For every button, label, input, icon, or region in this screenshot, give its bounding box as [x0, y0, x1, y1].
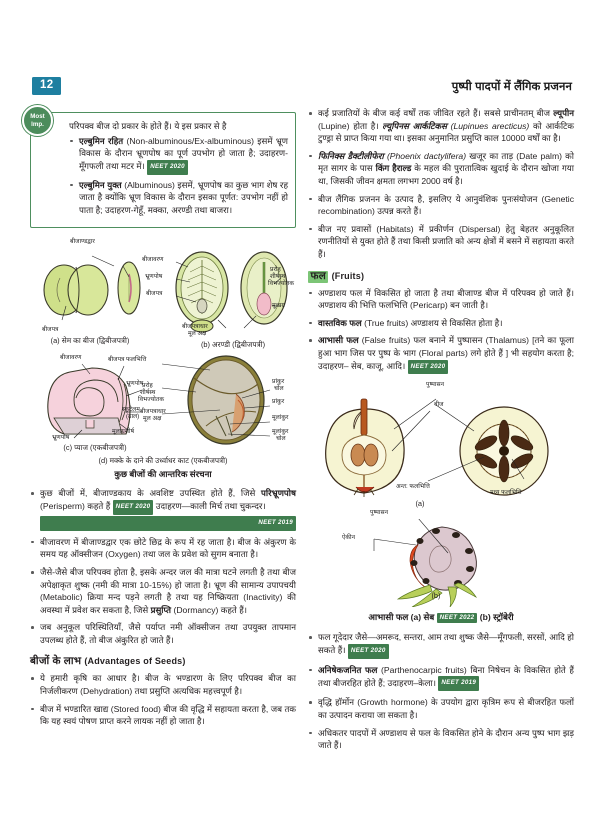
- list-item: [308, 727, 574, 752]
- heading-hindi: बीजों के लाभ: [30, 656, 82, 668]
- label-bijavaran-b: बीजावरण: [142, 256, 164, 264]
- left-column: [30, 107, 296, 733]
- page-number-badge: 12: [32, 77, 61, 95]
- list-item: [30, 672, 296, 697]
- label-pushpasan-strawberry: पुष्पासन: [370, 509, 388, 517]
- heading-english: (Advantages of Seeds): [84, 656, 186, 667]
- fig-title-post: (b) स्ट्रॉबेरी: [479, 612, 514, 623]
- bullet-text: अधिकतर पादपों में अण्डाशय से फल के विकसित होने के दौरान अन्य पुष्प भाग झड़ जाते हैं।: [318, 727, 574, 751]
- label-bijavaran-c: बीजावरण: [60, 354, 82, 362]
- neet-badge: NEET 2019: [40, 516, 296, 531]
- bullet-text: अण्डाशय फल में विकसित हो जाता है तथा बीजाण्ड बीज में परिपक्व हो जाते हैं। अण्डाशय की भित्ति फलभित्ति (Pericarp) बन जाती है।: [318, 287, 574, 311]
- right-bullet-list-bottom: [308, 631, 574, 751]
- callout-bullet-list: [69, 135, 288, 217]
- list-item: [308, 631, 574, 658]
- bullet-text: फल गूदेदार जैसे—अमरूद, सन्तरा, आम तथा शुष्क जैसे—मूँगफली, सरसों, आदि हो सकते हैं। NEET 2020: [318, 632, 574, 655]
- list-item: [308, 317, 574, 330]
- right-bullet-list-fruits: [308, 287, 574, 375]
- list-item: [30, 536, 296, 561]
- label-vibhajyotak-b: विभज्योतक: [268, 280, 295, 288]
- fig-title-pre: आभासी फल (a) सेब: [368, 612, 435, 623]
- label-bhrunposh-c: भ्रूणपोष: [52, 434, 70, 442]
- term-text: इसमें, भ्रूणपोष का कुछ भाग शेष रह जाता है क्योंकि भ्रूण विकास के दौरान इसका पूर्णत: उपभोग नहीं हो पाता है; उदाहरण-गेहूँ, मक्का, अरण्डी तथा बाजरा।: [79, 179, 289, 215]
- list-item: [308, 287, 574, 312]
- bullet-text: जब अनुकूल परिस्थितियाँ, जैसे पर्याप्त नमी ऑक्सीजन तथा उपयुक्त तापमान उपलब्ध होते हैं, तो बीज अंकुरित हो जाते हैं।: [40, 622, 296, 645]
- heading-hindi: फल: [308, 271, 328, 283]
- label-praroh-b: प्ररोह: [270, 266, 281, 274]
- heading-english: (Fruits): [331, 270, 365, 281]
- list-item: [69, 179, 288, 217]
- label-praroh-c: प्ररोह: [142, 382, 153, 390]
- label-bijandadwar: बीजाण्डद्वार: [70, 238, 95, 246]
- label-mulankur-d: मूलांकुर: [272, 414, 289, 422]
- list-item: [308, 334, 574, 374]
- bullet-text: वृद्धि हॉर्मोन (Growth hormone) के उपयोग द्वारा कृत्रिम रूप से बीजरहित फलों का उत्पादन कराया जा सकता है।: [318, 697, 574, 720]
- list-item: [308, 150, 574, 188]
- term-bold: एल्बुमिन युक्त: [79, 179, 122, 190]
- neet-badge: NEET 2020: [147, 160, 188, 175]
- bullet-text: फिनिक्स डैक्टीलीफेरा (Phoenix dactylifera) खजूर का ताड़ (Date palm) को मृत सागर के पास किंग हैराल्ड के महल की पुरातात्विक खुदाई के दौरान खोजा गया था, जिसकी जीवन क्षमता लगभग 2000 वर्ष है।: [318, 150, 575, 186]
- figure-title-false-fruits: [308, 611, 574, 623]
- label-vibhajyotak-c: विभज्योतक: [138, 396, 165, 404]
- label-mulagrashirsh-c: मूलाग्रशीर्ष: [112, 428, 135, 436]
- section-heading-advantages: [30, 654, 296, 668]
- bullet-text: वास्तविक फल (True fruits) अण्डाशय से विकसित होता है।: [318, 317, 503, 328]
- label-bij-apple: बीज: [434, 401, 444, 409]
- label-achene: ऐकीन: [342, 534, 356, 542]
- bullet-text: कुछ बीजों में, बीजाण्डकाय के अवशिष्ट उपस्थित होते हैं, जिसे परिभ्रूणपोष (Perisperm) कहते हैं NEET 2020 उदाहरण—काली मिर्च तथा चुकन्दर।: [40, 488, 296, 511]
- list-item: [30, 487, 296, 530]
- callout-lead-text: परिपक्व बीज दो प्रकार के होते हैं। ये इस प्रकार से है: [69, 121, 227, 131]
- chapter-title: पुष्पी पादपों में लैंगिक प्रजनन: [451, 80, 572, 93]
- term-english: (Albuminous): [124, 179, 175, 190]
- term-bold: एल्बुमिन रहित: [79, 135, 124, 146]
- fig-caption-b: (b) अरण्डी (द्विबीजपत्री): [200, 340, 266, 350]
- label-antah-phalbhitti: अन्त: फलभित्ति: [396, 483, 430, 491]
- label-phalbhitti-d: फलभित्ति: [126, 356, 147, 364]
- label-bijpatra-a: बीजपत्र: [42, 326, 59, 334]
- list-item: [30, 621, 296, 646]
- fig-caption-c: (c) प्याज (एकबीजपत्री): [63, 443, 127, 453]
- fig-caption-apple: (a): [415, 499, 425, 509]
- list-item: [308, 193, 574, 218]
- label-mulagr-b: मूलाग्र: [272, 302, 285, 310]
- left-bullet-list-1: [30, 487, 296, 646]
- apple-diagram-svg: [308, 395, 574, 513]
- label-mulankur-chol-d: मूलांकुर: [272, 428, 289, 436]
- most-important-callout: [30, 112, 296, 228]
- figure-seed-structures: [30, 236, 296, 454]
- label-mul-aksh-c: मूल अक्ष: [143, 415, 162, 423]
- label-dhal-d: (ढाल): [126, 413, 140, 421]
- bullet-text: अनिषेकजनित फल (Parthenocarpic fruits) बिना निषेचन के विकसित होते हैं तथा बीजरहित होते हैं; उदाहरण–केला। NEET 2019: [318, 665, 574, 688]
- list-item: [69, 135, 288, 175]
- label-scutellum-d: स्कुटेलम: [122, 406, 140, 414]
- most-imp-line1: Most: [30, 113, 45, 121]
- label-chol-2-d: चोल: [276, 435, 286, 443]
- onion-maize-diagram-svg: [30, 354, 296, 454]
- figure-title-seeds: कुछ बीजों की आन्तरिक संरचना: [114, 469, 212, 480]
- left-bullet-list-2: [30, 672, 296, 727]
- fig-caption-a: (a) सेम का बीज (द्विबीजपत्री): [50, 336, 130, 346]
- label-bhrunposh-b: भ्रूणपोष: [145, 273, 163, 281]
- bullet-text: बीज नए प्रवासों (Habitats) में प्रकीर्णन (Dispersal) हेतु बेहतर अनुकूलित रणनीतियों से युक्त होते हैं तथा किसी प्रजाति को अन्य क्षेत्रों में बसने में सहायता करते हैं।: [318, 223, 574, 259]
- label-shirshasth-b: शीर्षस्थ: [270, 273, 286, 281]
- list-item: [308, 223, 574, 261]
- list-item: [308, 696, 574, 721]
- label-chol-1-d: चोल: [274, 385, 284, 393]
- list-item: [308, 664, 574, 691]
- most-imp-badge: [22, 105, 53, 136]
- label-bijpatra-c: बीजपत्र: [108, 356, 125, 364]
- page-header: [0, 72, 600, 100]
- bullet-text: बीजावरण में बीजाण्डद्वार एक छोटे छिद्र के रूप में रह जाता है। बीज के अंकुरण के समय यह ऑक्सीजन (Oxygen) तथा जल के प्रवेश को सुगम बनाता है।: [40, 536, 296, 560]
- term-text: इसमें भ्रूण विकास के दौरान भ्रूणपोष का पूर्ण उपभोग हो जाता है; उदाहरण-मूँगफली तथा मटर में।: [79, 135, 289, 171]
- figure-false-fruits: [308, 379, 574, 611]
- label-mul-aksh-b: मूल अक्ष: [188, 330, 207, 338]
- most-imp-line2: Imp.: [31, 120, 44, 128]
- list-item: [308, 107, 574, 145]
- label-bijpatradhar-b: बीजपत्राधार: [182, 323, 208, 331]
- fig-caption-d: (d) मक्के के दाने की उर्ध्वाधर काट (एकबीजपत्री): [98, 456, 228, 466]
- bullet-text: आभासी फल (False fruits) फल बनाने में पुष्पासन (Thalamus) [तने का फूला हुआ भाग जिस पर पुष्प के भाग (Floral parts) लगे होते हैं ] भी सहयोग करता है; उदाहरण– सेब, काजू, आदि। NEET 2020: [318, 335, 574, 370]
- list-item: [30, 566, 296, 616]
- bullet-text: जैसे-जैसे बीज परिपक्व होता है, इसके अन्दर जल की मात्रा घटने लगती है तथा बीज अपेक्षाकृत शुष्क (नमी की मात्रा 10-15%) हो जाता है। भ्रूण की सामान्य उपापचयी (Metabolic) क्रिया मन्द पड़ने लगती है तथा यह निष्क्रियता (Inactivity) की अवस्था में प्रवेश कर सकता है, जिसे प्रसुप्ति (Dormancy) कहते हैं।: [40, 566, 296, 615]
- label-prankur-d: प्रांकुर: [272, 398, 285, 406]
- bullet-text: ये हमारी कृषि का आधार है। बीज के भण्डारण के लिए परिपक्व बीज का निर्जलीकरण (Dehydration) तथा प्रसुप्ति अत्यधिक महत्त्वपूर्ण है।: [40, 673, 296, 697]
- label-shirshasth-c: शीर्षस्थ: [140, 389, 156, 397]
- term-english: (Non-albuminous/Ex-albuminous): [126, 135, 254, 146]
- label-pushpasan-apple: पुष्पासन: [426, 381, 444, 389]
- label-bijpatradhar-c: बीजपत्राधार: [140, 408, 166, 416]
- bullet-text: कई प्रजातियों के बीज कई वर्षों तक जीवित रहते हैं। सबसे प्राचीनतम् बीज ल्यूपीन (Lupine) होता है। ल्यूपिनस आर्कटिकस (Lupinues arecticus) को आर्कटिक टुण्ड्रा से प्राप्त किया गया था। इसका अनुमानित प्रसुप्ति काल 10000 वर्षों का है।: [318, 108, 574, 144]
- section-heading-fruits: [308, 269, 574, 283]
- label-bijpatra-b: बीजपत्र: [146, 290, 163, 298]
- bullet-text: बीज लैंगिक प्रजनन के उत्पाद है, इसलिए ये आनुवंशिक पुनःसंयोजन (Genetic recombination) उत्पन्न करते हैं।: [318, 193, 574, 217]
- right-column: [308, 107, 574, 757]
- label-prankur-chol-1-d: प्रांकुर: [272, 378, 285, 386]
- label-madhya-phalbhitti: मध्य फलभित्ति: [490, 489, 522, 497]
- neet-badge: NEET 2022: [437, 613, 478, 622]
- fig-caption-strawberry: (b): [431, 591, 441, 601]
- label-bhrunposh-d: भ्रूणपोष: [126, 380, 144, 388]
- right-bullet-list-top: [308, 107, 574, 261]
- list-item: [30, 703, 296, 728]
- bullet-text: बीज में भण्डारित खाद्य (Stored food) बीज की वृद्धि में सहायता करता है, जब तक कि यह स्वयं पोषण प्राप्त करने लायक नहीं हो जाता है।: [40, 703, 296, 727]
